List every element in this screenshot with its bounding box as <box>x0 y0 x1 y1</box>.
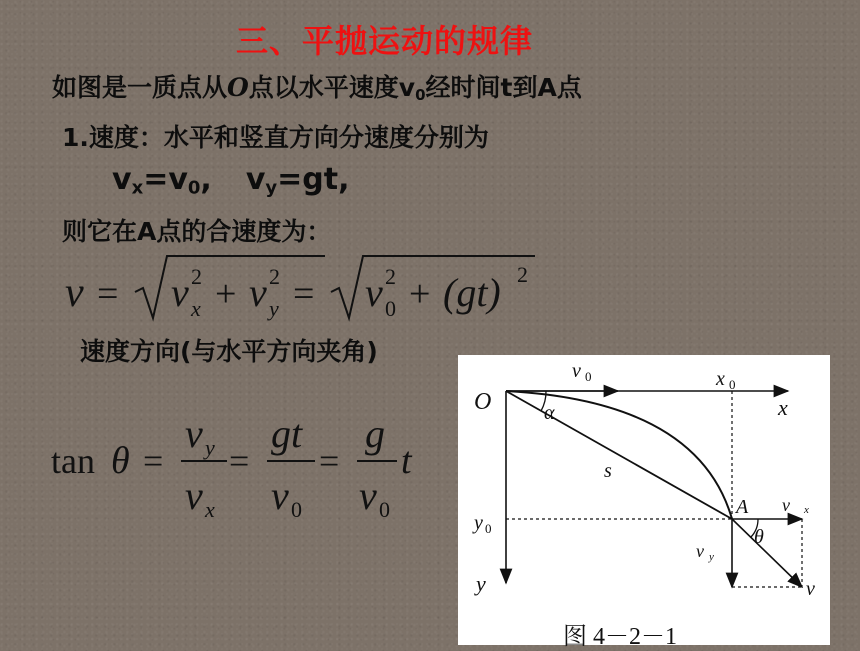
formula-gt-power: 2 <box>517 262 528 287</box>
vy-symbol: v <box>245 162 266 197</box>
label-s: s <box>604 460 612 482</box>
formula-vy-power: 2 <box>269 264 280 289</box>
label-x0: x <box>716 368 725 390</box>
formula-vy: v <box>249 270 267 315</box>
vx-comma: , <box>200 162 212 197</box>
velocity-components <box>112 162 349 199</box>
label-O: O <box>474 389 492 415</box>
page-title: 三、平抛运动的规律 <box>236 22 534 60</box>
label-vx: v <box>782 495 790 515</box>
formula-v: v <box>65 270 84 316</box>
tan-eq3: = <box>319 441 340 481</box>
formula-v0-sub: 0 <box>385 296 396 321</box>
vy-equals: =gt, <box>277 162 350 197</box>
label-theta: θ <box>754 526 764 548</box>
tan-vy-sub: y <box>205 435 215 460</box>
figure-caption: 图 4－2－1 <box>563 624 677 650</box>
intro-part1: 如图是一质点从 <box>52 73 228 102</box>
tan-g: g <box>365 411 385 456</box>
formula-v0: v <box>365 270 383 315</box>
formula-eq2: = <box>293 273 315 315</box>
velocity-heading: 1.速度：水平和竖直方向分速度分别为 <box>62 123 489 152</box>
direction-label: 速度方向(与水平方向夹角) <box>80 337 378 366</box>
tan-vy: v <box>185 411 203 456</box>
tan-formula <box>45 405 445 535</box>
vx-zero-subscript: 0 <box>187 177 201 199</box>
tan-v0-a: v <box>271 473 289 518</box>
label-y0: y <box>474 512 483 534</box>
v-arrow <box>732 519 802 587</box>
formula-vx: v <box>171 270 189 315</box>
label-A: A <box>736 496 749 518</box>
tan-eq1: = <box>143 441 164 481</box>
label-y: y <box>476 571 486 596</box>
projectile-figure <box>458 355 830 650</box>
formula-plus2: + <box>409 273 431 315</box>
intro-part2: 点以水平速度v <box>248 73 416 102</box>
formula-vx-power: 2 <box>191 264 202 289</box>
formula-eq1: = <box>97 273 119 315</box>
tan-text: tan <box>51 441 95 481</box>
tan-v0-a-sub: 0 <box>291 497 302 522</box>
formula-v0-power: 2 <box>385 264 396 289</box>
tan-theta: θ <box>111 440 130 482</box>
vx-symbol: v <box>112 162 132 197</box>
label-x: x <box>778 395 788 420</box>
formula-vx-sub: x <box>191 296 201 321</box>
tan-v0-b-sub: 0 <box>379 497 390 522</box>
label-x0-sub: 0 <box>729 377 736 392</box>
tan-t: t <box>401 440 412 482</box>
sqrt-sign-2 <box>331 256 535 318</box>
label-y0-sub: 0 <box>485 521 492 536</box>
formula-vy-sub: y <box>269 296 279 321</box>
tan-v0-b: v <box>359 473 377 518</box>
vx-subscript: x <box>131 177 144 199</box>
label-vy-sub: y <box>709 551 714 563</box>
tan-eq2: = <box>229 441 250 481</box>
formula-plus1: + <box>215 273 237 315</box>
intro-origin: O <box>227 73 249 102</box>
tan-vx: v <box>185 473 203 518</box>
label-vy: v <box>696 541 704 561</box>
label-vx-sub: x <box>804 504 809 516</box>
tan-gt: gt <box>271 411 303 456</box>
label-v0: v <box>572 360 581 382</box>
label-v0-sub: 0 <box>585 369 592 384</box>
intro-sub: 0 <box>415 85 426 104</box>
vy-subscript: y <box>265 177 278 199</box>
formula-gt: (gt) <box>443 270 501 315</box>
resultant-velocity-formula <box>55 248 555 328</box>
tan-vx-sub: x <box>205 497 215 522</box>
intro-part3: 经时间t到A点 <box>425 73 582 102</box>
label-alpha: α <box>544 402 555 424</box>
label-v: v <box>806 578 815 600</box>
intro-text <box>52 68 582 104</box>
projectile-diagram <box>458 355 830 645</box>
resultant-label: 则它在A点的合速度为： <box>62 217 332 246</box>
vx-equals: =v <box>143 162 188 197</box>
